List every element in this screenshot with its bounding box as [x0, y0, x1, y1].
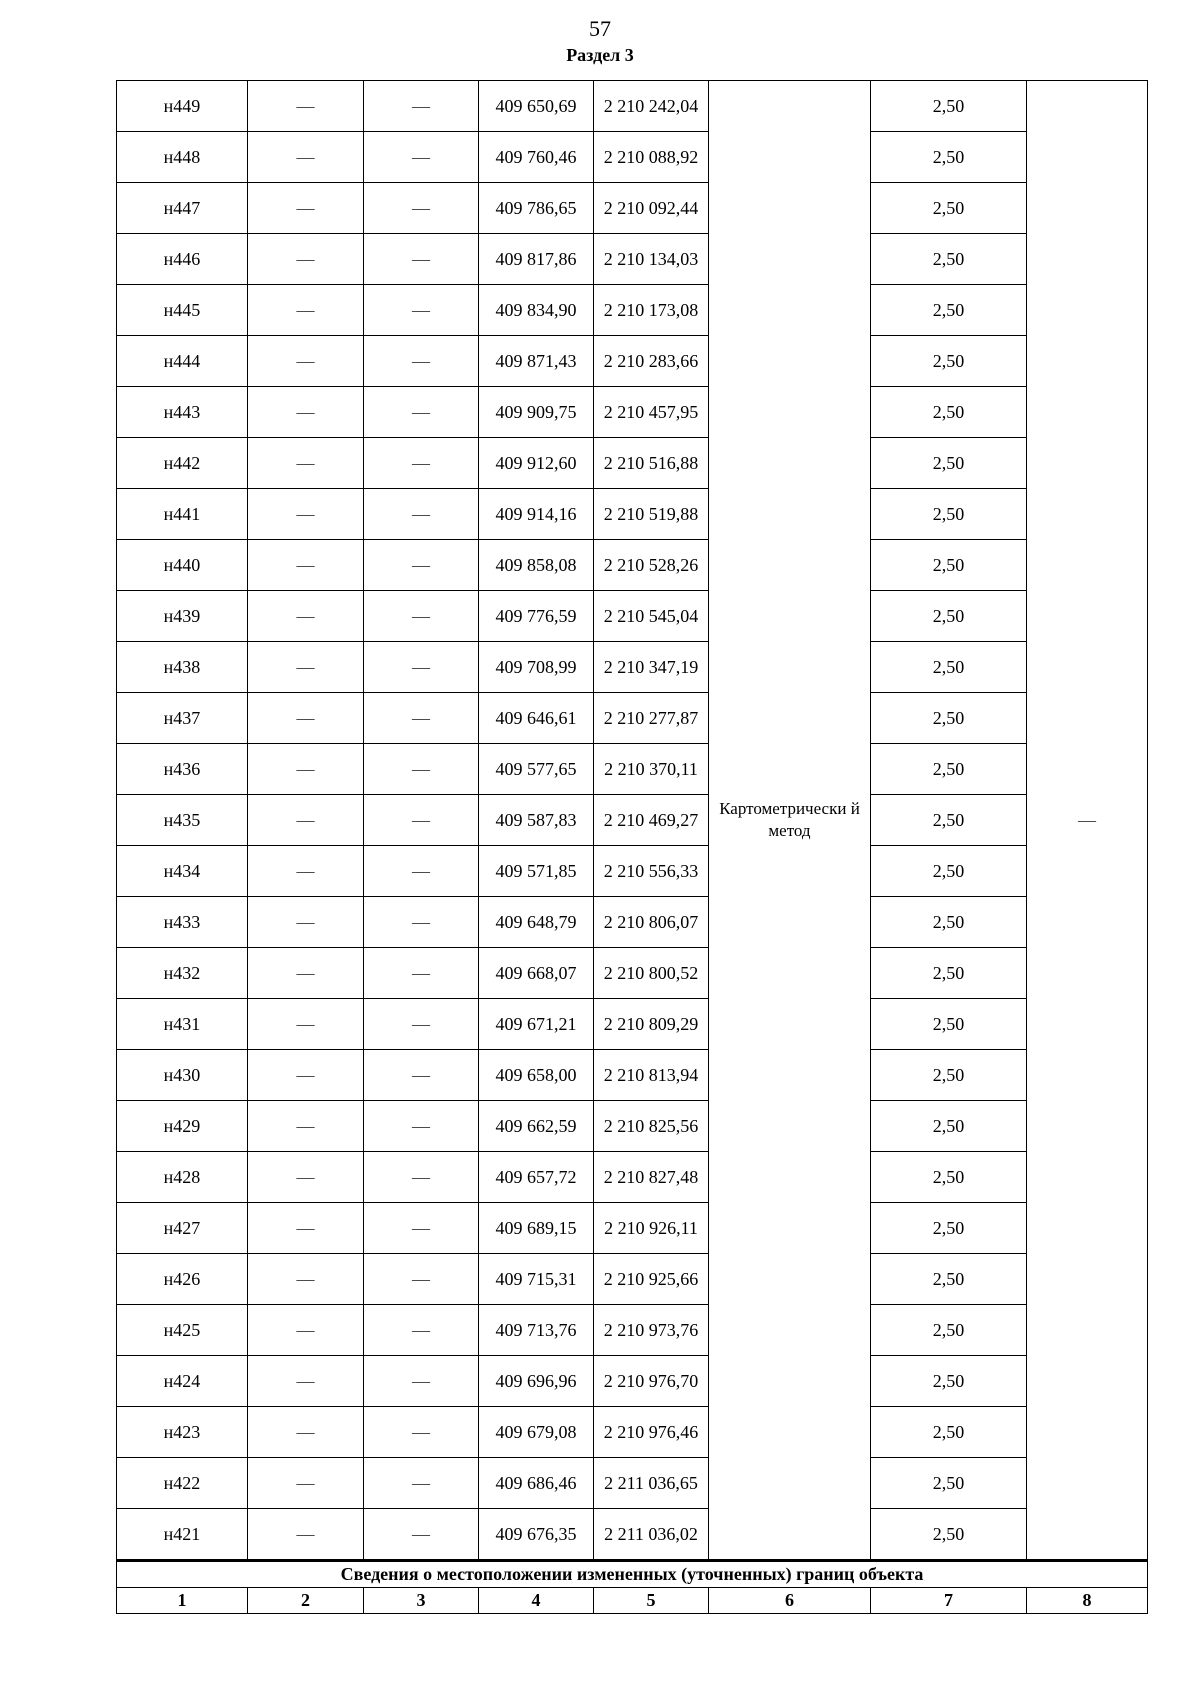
- point-name-cell: н449: [117, 81, 248, 132]
- y-coordinate-cell: 2 211 036,02: [594, 1509, 709, 1561]
- y-coordinate-cell: 2 210 926,11: [594, 1203, 709, 1254]
- dash-cell: —: [364, 234, 479, 285]
- info-header: Сведения о местоположении измененных (уточненных) границ объекта: [117, 1561, 1148, 1588]
- accuracy-cell: 2,50: [871, 999, 1027, 1050]
- x-coordinate-cell: 409 571,85: [479, 846, 594, 897]
- table-row: [117, 744, 1148, 795]
- y-coordinate-cell: 2 210 976,70: [594, 1356, 709, 1407]
- point-name-cell: н424: [117, 1356, 248, 1407]
- accuracy-cell: 2,50: [871, 540, 1027, 591]
- dash-cell: —: [248, 285, 364, 336]
- accuracy-cell: 2,50: [871, 1203, 1027, 1254]
- table-row: [117, 999, 1148, 1050]
- dash-cell: —: [364, 1407, 479, 1458]
- x-coordinate-cell: 409 914,16: [479, 489, 594, 540]
- point-name-cell: н438: [117, 642, 248, 693]
- y-coordinate-cell: 2 210 088,92: [594, 132, 709, 183]
- table-row: [117, 642, 1148, 693]
- dash-cell: —: [248, 1254, 364, 1305]
- dash-cell: —: [364, 846, 479, 897]
- dash-cell: —: [248, 999, 364, 1050]
- table-row: [117, 234, 1148, 285]
- table-row: [117, 693, 1148, 744]
- y-coordinate-cell: 2 210 519,88: [594, 489, 709, 540]
- point-name-cell: н439: [117, 591, 248, 642]
- dash-cell: —: [364, 387, 479, 438]
- section-title: Раздел 3: [566, 45, 634, 65]
- dash-cell: —: [248, 540, 364, 591]
- point-name-cell: н440: [117, 540, 248, 591]
- table-row: [117, 1050, 1148, 1101]
- point-name-cell: н430: [117, 1050, 248, 1101]
- y-coordinate-cell: 2 210 242,04: [594, 81, 709, 132]
- y-coordinate-cell: 2 210 800,52: [594, 948, 709, 999]
- y-coordinate-cell: 2 210 134,03: [594, 234, 709, 285]
- table-body: [117, 81, 1148, 1614]
- column-number-cell: 2: [248, 1588, 364, 1614]
- x-coordinate-cell: 409 760,46: [479, 132, 594, 183]
- point-name-cell: н421: [117, 1509, 248, 1561]
- y-coordinate-cell: 2 210 545,04: [594, 591, 709, 642]
- point-name-cell: н423: [117, 1407, 248, 1458]
- accuracy-cell: 2,50: [871, 81, 1027, 132]
- x-coordinate-cell: 409 776,59: [479, 591, 594, 642]
- table-row: [117, 1509, 1148, 1561]
- point-name-cell: н434: [117, 846, 248, 897]
- dash-cell: —: [364, 1458, 479, 1509]
- dash-cell: —: [248, 81, 364, 132]
- point-name-cell: н441: [117, 489, 248, 540]
- dash-cell: —: [364, 183, 479, 234]
- table-row: [117, 846, 1148, 897]
- table-row: [117, 1203, 1148, 1254]
- dash-cell: —: [248, 795, 364, 846]
- dash-cell: —: [364, 1356, 479, 1407]
- dash-cell: —: [248, 1050, 364, 1101]
- point-name-cell: н437: [117, 693, 248, 744]
- dash-cell: —: [248, 846, 364, 897]
- dash-cell: —: [248, 387, 364, 438]
- accuracy-cell: 2,50: [871, 336, 1027, 387]
- accuracy-cell: 2,50: [871, 795, 1027, 846]
- accuracy-cell: 2,50: [871, 1152, 1027, 1203]
- accuracy-cell: 2,50: [871, 744, 1027, 795]
- dash-cell: —: [248, 132, 364, 183]
- x-coordinate-cell: 409 912,60: [479, 438, 594, 489]
- accuracy-cell: 2,50: [871, 693, 1027, 744]
- accuracy-cell: 2,50: [871, 489, 1027, 540]
- y-coordinate-cell: 2 210 370,11: [594, 744, 709, 795]
- table-row: [117, 336, 1148, 387]
- point-name-cell: н443: [117, 387, 248, 438]
- table-row: [117, 81, 1148, 132]
- y-coordinate-cell: 2 210 925,66: [594, 1254, 709, 1305]
- dash-cell: —: [364, 489, 479, 540]
- table-row: [117, 795, 1148, 846]
- table-row: [117, 1152, 1148, 1203]
- accuracy-cell: 2,50: [871, 846, 1027, 897]
- x-coordinate-cell: 409 713,76: [479, 1305, 594, 1356]
- x-coordinate-cell: 409 686,46: [479, 1458, 594, 1509]
- dash-cell: —: [364, 642, 479, 693]
- column-number-cell: 5: [594, 1588, 709, 1614]
- x-coordinate-cell: 409 858,08: [479, 540, 594, 591]
- table-row: [117, 1356, 1148, 1407]
- table-row: [117, 1101, 1148, 1152]
- dash-cell: —: [364, 1050, 479, 1101]
- x-coordinate-cell: 409 715,31: [479, 1254, 594, 1305]
- x-coordinate-cell: 409 668,07: [479, 948, 594, 999]
- point-name-cell: н447: [117, 183, 248, 234]
- point-name-cell: н422: [117, 1458, 248, 1509]
- x-coordinate-cell: 409 708,99: [479, 642, 594, 693]
- dash-cell: —: [248, 234, 364, 285]
- table-row: [117, 438, 1148, 489]
- y-coordinate-cell: 2 210 976,46: [594, 1407, 709, 1458]
- accuracy-cell: 2,50: [871, 1050, 1027, 1101]
- dash-cell: —: [248, 591, 364, 642]
- dash-cell: —: [248, 1305, 364, 1356]
- y-coordinate-cell: 2 210 283,66: [594, 336, 709, 387]
- method-cell: Картометрически й метод: [709, 81, 871, 1561]
- table-row: [117, 1407, 1148, 1458]
- dash-cell: —: [364, 81, 479, 132]
- y-coordinate-cell: 2 210 806,07: [594, 897, 709, 948]
- dash-cell: —: [364, 540, 479, 591]
- dash-cell: —: [364, 999, 479, 1050]
- y-coordinate-cell: 2 210 825,56: [594, 1101, 709, 1152]
- point-name-cell: н442: [117, 438, 248, 489]
- accuracy-cell: 2,50: [871, 285, 1027, 336]
- table-row: [117, 540, 1148, 591]
- x-coordinate-cell: 409 646,61: [479, 693, 594, 744]
- dash-cell: —: [364, 1101, 479, 1152]
- accuracy-cell: 2,50: [871, 1101, 1027, 1152]
- dash-cell: —: [364, 744, 479, 795]
- y-coordinate-cell: 2 210 556,33: [594, 846, 709, 897]
- x-coordinate-cell: 409 657,72: [479, 1152, 594, 1203]
- y-coordinate-cell: 2 210 469,27: [594, 795, 709, 846]
- accuracy-cell: 2,50: [871, 1407, 1027, 1458]
- accuracy-cell: 2,50: [871, 132, 1027, 183]
- dash-cell: —: [248, 948, 364, 999]
- x-coordinate-cell: 409 817,86: [479, 234, 594, 285]
- table-row: [117, 183, 1148, 234]
- dash-cell: —: [248, 1509, 364, 1561]
- dash-cell: —: [248, 1407, 364, 1458]
- table-row: [117, 387, 1148, 438]
- column-number-cell: 6: [709, 1588, 871, 1614]
- boundary-points-table: [116, 80, 1148, 1614]
- x-coordinate-cell: 409 671,21: [479, 999, 594, 1050]
- dash-cell: —: [364, 1305, 479, 1356]
- dash-cell: —: [364, 285, 479, 336]
- table-row: [117, 1305, 1148, 1356]
- accuracy-cell: 2,50: [871, 591, 1027, 642]
- y-coordinate-cell: 2 210 092,44: [594, 183, 709, 234]
- column-number-cell: 7: [871, 1588, 1027, 1614]
- dash-cell: —: [248, 1101, 364, 1152]
- dash-cell: —: [364, 1509, 479, 1561]
- dash-cell: —: [364, 693, 479, 744]
- column-number-cell: 4: [479, 1588, 594, 1614]
- x-coordinate-cell: 409 679,08: [479, 1407, 594, 1458]
- x-coordinate-cell: 409 786,65: [479, 183, 594, 234]
- accuracy-cell: 2,50: [871, 438, 1027, 489]
- x-coordinate-cell: 409 648,79: [479, 897, 594, 948]
- point-name-cell: н445: [117, 285, 248, 336]
- dash-cell: —: [248, 1152, 364, 1203]
- accuracy-cell: 2,50: [871, 387, 1027, 438]
- x-coordinate-cell: 409 658,00: [479, 1050, 594, 1101]
- dash-cell: —: [364, 948, 479, 999]
- y-coordinate-cell: 2 210 277,87: [594, 693, 709, 744]
- x-coordinate-cell: 409 689,15: [479, 1203, 594, 1254]
- accuracy-cell: 2,50: [871, 1356, 1027, 1407]
- dash-cell: —: [248, 1203, 364, 1254]
- column-numbers-row: [117, 1588, 1148, 1614]
- y-coordinate-cell: 2 210 809,29: [594, 999, 709, 1050]
- table-row: [117, 489, 1148, 540]
- point-name-cell: н436: [117, 744, 248, 795]
- dash-cell: —: [248, 642, 364, 693]
- dash-cell: —: [364, 336, 479, 387]
- x-coordinate-cell: 409 650,69: [479, 81, 594, 132]
- dash-cell: —: [248, 1458, 364, 1509]
- dash-cell: —: [364, 591, 479, 642]
- accuracy-cell: 2,50: [871, 1509, 1027, 1561]
- point-name-cell: н429: [117, 1101, 248, 1152]
- y-coordinate-cell: 2 210 813,94: [594, 1050, 709, 1101]
- point-name-cell: н433: [117, 897, 248, 948]
- info-header-row: [117, 1561, 1148, 1588]
- dash-cell: —: [248, 489, 364, 540]
- dash-cell: —: [364, 1254, 479, 1305]
- point-name-cell: н426: [117, 1254, 248, 1305]
- table-row: [117, 948, 1148, 999]
- y-coordinate-cell: 2 210 516,88: [594, 438, 709, 489]
- dash-cell: —: [364, 1152, 479, 1203]
- point-name-cell: н432: [117, 948, 248, 999]
- table-row: [117, 897, 1148, 948]
- column-number-cell: 1: [117, 1588, 248, 1614]
- accuracy-cell: 2,50: [871, 1305, 1027, 1356]
- point-name-cell: н435: [117, 795, 248, 846]
- x-coordinate-cell: 409 662,59: [479, 1101, 594, 1152]
- x-coordinate-cell: 409 676,35: [479, 1509, 594, 1561]
- point-name-cell: н427: [117, 1203, 248, 1254]
- accuracy-cell: 2,50: [871, 234, 1027, 285]
- accuracy-cell: 2,50: [871, 183, 1027, 234]
- dash-cell: —: [248, 693, 364, 744]
- point-name-cell: н446: [117, 234, 248, 285]
- dash-cell: —: [248, 438, 364, 489]
- table-row: [117, 285, 1148, 336]
- dash-cell: —: [364, 132, 479, 183]
- column-8-cell: —: [1027, 81, 1148, 1561]
- table-row: [117, 591, 1148, 642]
- point-name-cell: н448: [117, 132, 248, 183]
- table-row: [117, 132, 1148, 183]
- dash-cell: —: [364, 897, 479, 948]
- accuracy-cell: 2,50: [871, 897, 1027, 948]
- x-coordinate-cell: 409 577,65: [479, 744, 594, 795]
- dash-cell: —: [248, 744, 364, 795]
- x-coordinate-cell: 409 587,83: [479, 795, 594, 846]
- accuracy-cell: 2,50: [871, 1458, 1027, 1509]
- y-coordinate-cell: 2 210 827,48: [594, 1152, 709, 1203]
- dash-cell: —: [364, 438, 479, 489]
- y-coordinate-cell: 2 210 528,26: [594, 540, 709, 591]
- x-coordinate-cell: 409 871,43: [479, 336, 594, 387]
- accuracy-cell: 2,50: [871, 1254, 1027, 1305]
- page-number: 57: [589, 16, 611, 41]
- dash-cell: —: [248, 1356, 364, 1407]
- dash-cell: —: [248, 336, 364, 387]
- accuracy-cell: 2,50: [871, 642, 1027, 693]
- dash-cell: —: [364, 795, 479, 846]
- x-coordinate-cell: 409 696,96: [479, 1356, 594, 1407]
- point-name-cell: н444: [117, 336, 248, 387]
- dash-cell: —: [248, 183, 364, 234]
- y-coordinate-cell: 2 211 036,65: [594, 1458, 709, 1509]
- y-coordinate-cell: 2 210 347,19: [594, 642, 709, 693]
- table-row: [117, 1254, 1148, 1305]
- accuracy-cell: 2,50: [871, 948, 1027, 999]
- point-name-cell: н425: [117, 1305, 248, 1356]
- y-coordinate-cell: 2 210 457,95: [594, 387, 709, 438]
- dash-cell: —: [248, 897, 364, 948]
- column-number-cell: 8: [1027, 1588, 1148, 1614]
- y-coordinate-cell: 2 210 173,08: [594, 285, 709, 336]
- y-coordinate-cell: 2 210 973,76: [594, 1305, 709, 1356]
- column-number-cell: 3: [364, 1588, 479, 1614]
- dash-cell: —: [364, 1203, 479, 1254]
- x-coordinate-cell: 409 834,90: [479, 285, 594, 336]
- point-name-cell: н428: [117, 1152, 248, 1203]
- table-row: [117, 1458, 1148, 1509]
- x-coordinate-cell: 409 909,75: [479, 387, 594, 438]
- point-name-cell: н431: [117, 999, 248, 1050]
